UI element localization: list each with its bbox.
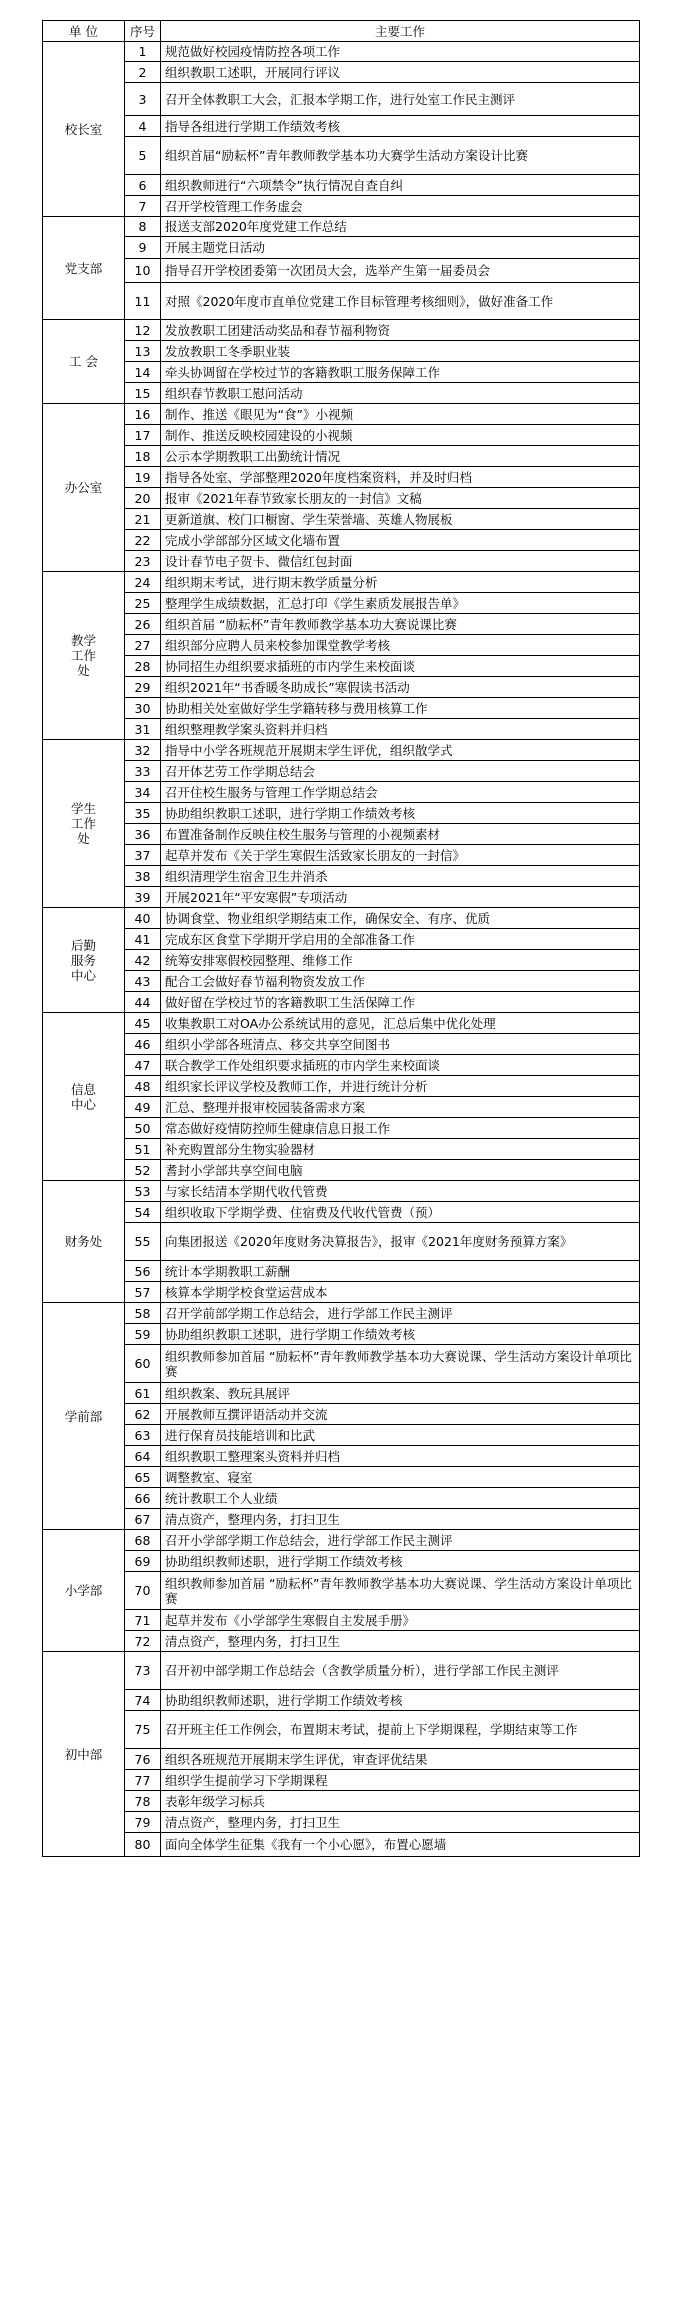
task-cell: 收集教职工对OA办公系统试用的意见，汇总后集中优化处理 (161, 1013, 640, 1034)
work-plan-table (42, 20, 640, 1857)
task-cell: 起草并发布《关于学生寒假生活致家长朋友的一封信》 (161, 845, 640, 866)
table-row (43, 1812, 640, 1833)
row-number: 4 (125, 116, 161, 137)
row-number: 42 (125, 950, 161, 971)
table-row (43, 1770, 640, 1791)
table-row (43, 425, 640, 446)
table-row (43, 509, 640, 530)
unit-cell: 学前部 (43, 1303, 125, 1530)
row-number: 56 (125, 1261, 161, 1282)
table-row (43, 551, 640, 572)
row-number: 1 (125, 42, 161, 62)
table-row (43, 1118, 640, 1139)
table-row (43, 1690, 640, 1711)
task-cell: 整理学生成绩数据，汇总打印《学生素质发展报告单》 (161, 593, 640, 614)
unit-cell: 信息中心 (43, 1013, 125, 1181)
table-row (43, 467, 640, 488)
task-cell: 组织整理教学案头资料并归档 (161, 719, 640, 740)
task-cell: 核算本学期学校食堂运营成本 (161, 1282, 640, 1303)
table-row (43, 1509, 640, 1530)
table-row (43, 1202, 640, 1223)
row-number: 71 (125, 1610, 161, 1631)
task-cell: 组织部分应聘人员来校参加课堂教学考核 (161, 635, 640, 656)
row-number: 54 (125, 1202, 161, 1223)
task-cell: 指导召开学校团委第一次团员大会，选举产生第一届委员会 (161, 259, 640, 283)
table-row (43, 42, 640, 62)
table-row (43, 1631, 640, 1652)
row-number: 17 (125, 425, 161, 446)
row-number: 45 (125, 1013, 161, 1034)
table-row (43, 1488, 640, 1509)
table-body (43, 42, 640, 1857)
table-row (43, 635, 640, 656)
row-number: 51 (125, 1139, 161, 1160)
task-cell: 指导各处室、学部整理2020年度档案资料，并及时归档 (161, 467, 640, 488)
table-row (43, 1446, 640, 1467)
unit-cell: 党支部 (43, 217, 125, 320)
table-row (43, 719, 640, 740)
task-cell: 组织首届 “励耘杯”青年教师教学基本功大赛说课比赛 (161, 614, 640, 635)
table-row (43, 1404, 640, 1425)
table-row (43, 614, 640, 635)
row-number: 33 (125, 761, 161, 782)
task-cell: 协调食堂、物业组织学期结束工作，确保安全、有序、优质 (161, 908, 640, 929)
task-cell: 组织家长评议学校及教师工作，并进行统计分析 (161, 1076, 640, 1097)
table-row (43, 1324, 640, 1345)
row-number: 74 (125, 1690, 161, 1711)
unit-cell: 财务处 (43, 1181, 125, 1303)
row-number: 78 (125, 1791, 161, 1812)
task-cell: 完成东区食堂下学期开学启用的全部准备工作 (161, 929, 640, 950)
table-row (43, 1610, 640, 1631)
row-number: 22 (125, 530, 161, 551)
task-cell: 组织首届“励耘杯”青年教师教学基本功大赛学生活动方案设计比赛 (161, 137, 640, 175)
table-row (43, 698, 640, 719)
task-cell: 组织收取下学期学费、住宿费及代收代管费（预） (161, 1202, 640, 1223)
row-number: 6 (125, 175, 161, 196)
task-cell: 制作、推送《眼见为“食”》小视频 (161, 404, 640, 425)
table-row (43, 259, 640, 283)
row-number: 61 (125, 1383, 161, 1404)
task-cell: 更新道旗、校门口橱窗、学生荣誉墙、英雄人物展板 (161, 509, 640, 530)
table-row (43, 137, 640, 175)
task-cell: 发放教职工团建活动奖品和春节福利物资 (161, 320, 640, 341)
task-cell: 召开学校管理工作务虚会 (161, 196, 640, 217)
row-number: 20 (125, 488, 161, 509)
table-row (43, 1013, 640, 1034)
task-cell: 调整教室、寝室 (161, 1467, 640, 1488)
row-number: 41 (125, 929, 161, 950)
task-cell: 表彰年级学习标兵 (161, 1791, 640, 1812)
table-row (43, 1551, 640, 1572)
table-row (43, 1261, 640, 1282)
table-row (43, 446, 640, 467)
task-cell: 组织教职工整理案头资料并归档 (161, 1446, 640, 1467)
row-number: 15 (125, 383, 161, 404)
task-cell: 制作、推送反映校园建设的小视频 (161, 425, 640, 446)
table-row (43, 1425, 640, 1446)
task-cell: 报送支部2020年度党建工作总结 (161, 217, 640, 237)
row-number: 80 (125, 1833, 161, 1857)
task-cell: 清点资产，整理内务，打扫卫生 (161, 1509, 640, 1530)
task-cell: 公示本学期教职工出勤统计情况 (161, 446, 640, 467)
table-row (43, 1749, 640, 1770)
row-number: 36 (125, 824, 161, 845)
task-cell: 统计教职工个人业绩 (161, 1488, 640, 1509)
table-row (43, 887, 640, 908)
task-cell: 进行保育员技能培训和比武 (161, 1425, 640, 1446)
task-cell: 汇总、整理并报审校园装备需求方案 (161, 1097, 640, 1118)
row-number: 76 (125, 1749, 161, 1770)
header-number: 序号 (125, 21, 161, 42)
row-number: 14 (125, 362, 161, 383)
task-cell: 组织小学部各班清点、移交共享空间图书 (161, 1034, 640, 1055)
task-cell: 组织教师参加首届 “励耘杯”青年教师教学基本功大赛说课、学生活动方案设计单项比赛 (161, 1345, 640, 1383)
unit-cell: 初中部 (43, 1652, 125, 1857)
task-cell: 组织教职工述职，开展同行评议 (161, 62, 640, 83)
table-row (43, 866, 640, 887)
table-row (43, 1055, 640, 1076)
table-row (43, 116, 640, 137)
table-row (43, 1303, 640, 1324)
task-cell: 清点资产，整理内务，打扫卫生 (161, 1812, 640, 1833)
row-number: 27 (125, 635, 161, 656)
table-row (43, 1791, 640, 1812)
table-row (43, 62, 640, 83)
row-number: 40 (125, 908, 161, 929)
row-number: 28 (125, 656, 161, 677)
table-row (43, 1711, 640, 1749)
table-row (43, 929, 640, 950)
row-number: 37 (125, 845, 161, 866)
row-number: 18 (125, 446, 161, 467)
unit-cell: 后勤服务中心 (43, 908, 125, 1013)
row-number: 38 (125, 866, 161, 887)
row-number: 7 (125, 196, 161, 217)
task-cell: 开展教师互撰评语活动并交流 (161, 1404, 640, 1425)
task-cell: 设计春节电子贺卡、微信红包封面 (161, 551, 640, 572)
task-cell: 指导中小学各班规范开展期末学生评优，组织散学式 (161, 740, 640, 761)
task-cell: 统筹安排寒假校园整理、维修工作 (161, 950, 640, 971)
task-cell: 联合教学工作处组织要求插班的市内学生来校面谈 (161, 1055, 640, 1076)
row-number: 72 (125, 1631, 161, 1652)
task-cell: 对照《2020年度市直单位党建工作目标管理考核细则》，做好准备工作 (161, 283, 640, 320)
row-number: 52 (125, 1160, 161, 1181)
table-row (43, 1282, 640, 1303)
task-cell: 报审《2021年春节致家长朋友的一封信》文稿 (161, 488, 640, 509)
row-number: 43 (125, 971, 161, 992)
task-cell: 指导各组进行学期工作绩效考核 (161, 116, 640, 137)
task-cell: 组织教师进行“六项禁令”执行情况自查自纠 (161, 175, 640, 196)
row-number: 67 (125, 1509, 161, 1530)
row-number: 26 (125, 614, 161, 635)
row-number: 29 (125, 677, 161, 698)
row-number: 44 (125, 992, 161, 1013)
unit-cell: 办公室 (43, 404, 125, 572)
row-number: 3 (125, 83, 161, 116)
row-number: 49 (125, 1097, 161, 1118)
header-task: 主要工作 (161, 21, 640, 42)
row-number: 77 (125, 1770, 161, 1791)
task-cell: 面向全体学生征集《我有一个小心愿》，布置心愿墙 (161, 1833, 640, 1857)
row-number: 57 (125, 1282, 161, 1303)
row-number: 63 (125, 1425, 161, 1446)
table-row (43, 677, 640, 698)
table-row (43, 992, 640, 1013)
task-cell: 补充购置部分生物实验器材 (161, 1139, 640, 1160)
unit-cell: 小学部 (43, 1530, 125, 1652)
table-row (43, 950, 640, 971)
row-number: 46 (125, 1034, 161, 1055)
table-row (43, 1223, 640, 1261)
table-row (43, 320, 640, 341)
task-cell: 召开小学部学期工作总结会，进行学部工作民主测评 (161, 1530, 640, 1551)
table-row (43, 1652, 640, 1690)
table-row (43, 845, 640, 866)
task-cell: 开展2021年“平安寒假”专项活动 (161, 887, 640, 908)
row-number: 30 (125, 698, 161, 719)
table-row (43, 404, 640, 425)
table-row (43, 196, 640, 217)
table-row (43, 1181, 640, 1202)
table-row (43, 1467, 640, 1488)
row-number: 66 (125, 1488, 161, 1509)
row-number: 8 (125, 217, 161, 237)
row-number: 62 (125, 1404, 161, 1425)
row-number: 48 (125, 1076, 161, 1097)
table-row (43, 656, 640, 677)
task-cell: 向集团报送《2020年度财务决算报告》，报审《2021年度财务预算方案》 (161, 1223, 640, 1261)
table-row (43, 572, 640, 593)
unit-cell: 教学工作处 (43, 572, 125, 740)
row-number: 25 (125, 593, 161, 614)
task-cell: 配合工会做好春节福利物资发放工作 (161, 971, 640, 992)
unit-cell: 学生工作处 (43, 740, 125, 908)
task-cell: 协助组织教职工述职，进行学期工作绩效考核 (161, 803, 640, 824)
table-row (43, 362, 640, 383)
row-number: 2 (125, 62, 161, 83)
row-number: 35 (125, 803, 161, 824)
row-number: 10 (125, 259, 161, 283)
task-cell: 开展主题党日活动 (161, 237, 640, 259)
table-row (43, 488, 640, 509)
table-row (43, 1383, 640, 1404)
table-row (43, 824, 640, 845)
task-cell: 组织教师参加首届 “励耘杯”青年教师教学基本功大赛说课、学生活动方案设计单项比赛 (161, 1572, 640, 1610)
row-number: 5 (125, 137, 161, 175)
table-row (43, 1034, 640, 1055)
task-cell: 协助组织教职工述职，进行学期工作绩效考核 (161, 1324, 640, 1345)
table-row (43, 383, 640, 404)
row-number: 34 (125, 782, 161, 803)
task-cell: 与家长结清本学期代收代管费 (161, 1181, 640, 1202)
table-row (43, 1530, 640, 1551)
row-number: 73 (125, 1652, 161, 1690)
table-row (43, 1139, 640, 1160)
table-row (43, 1160, 640, 1181)
row-number: 68 (125, 1530, 161, 1551)
row-number: 19 (125, 467, 161, 488)
row-number: 79 (125, 1812, 161, 1833)
table-row (43, 237, 640, 259)
table-row (43, 175, 640, 196)
task-cell: 常态做好疫情防控师生健康信息日报工作 (161, 1118, 640, 1139)
task-cell: 召开体艺劳工作学期总结会 (161, 761, 640, 782)
row-number: 23 (125, 551, 161, 572)
task-cell: 召开班主任工作例会，布置期末考试，提前上下学期课程，学期结束等工作 (161, 1711, 640, 1749)
table-row (43, 593, 640, 614)
task-cell: 召开初中部学期工作总结会（含教学质量分析），进行学部工作民主测评 (161, 1652, 640, 1690)
table-row (43, 283, 640, 320)
task-cell: 规范做好校园疫情防控各项工作 (161, 42, 640, 62)
row-number: 55 (125, 1223, 161, 1261)
row-number: 58 (125, 1303, 161, 1324)
task-cell: 起草并发布《小学部学生寒假自主发展手册》 (161, 1610, 640, 1631)
task-cell: 协助相关处室做好学生学籍转移与费用核算工作 (161, 698, 640, 719)
table-row (43, 803, 640, 824)
row-number: 60 (125, 1345, 161, 1383)
table-row (43, 908, 640, 929)
task-cell: 召开学前部学期工作总结会，进行学部工作民主测评 (161, 1303, 640, 1324)
table-row (43, 782, 640, 803)
row-number: 65 (125, 1467, 161, 1488)
task-cell: 组织清理学生宿舍卫生并消杀 (161, 866, 640, 887)
row-number: 31 (125, 719, 161, 740)
table-row (43, 971, 640, 992)
table-row (43, 217, 640, 237)
row-number: 24 (125, 572, 161, 593)
task-cell: 布置准备制作反映住校生服务与管理的小视频素材 (161, 824, 640, 845)
table-row (43, 740, 640, 761)
task-cell: 组织教案、教玩具展评 (161, 1383, 640, 1404)
row-number: 16 (125, 404, 161, 425)
table-row (43, 1345, 640, 1383)
row-number: 12 (125, 320, 161, 341)
task-cell: 组织各班规范开展期末学生评优，审查评优结果 (161, 1749, 640, 1770)
task-cell: 统计本学期教职工薪酬 (161, 1261, 640, 1282)
header-unit: 单 位 (43, 21, 125, 42)
task-cell: 协同招生办组织要求插班的市内学生来校面谈 (161, 656, 640, 677)
task-cell: 召开住校生服务与管理工作学期总结会 (161, 782, 640, 803)
table-header-row (43, 21, 640, 42)
table-row (43, 1097, 640, 1118)
table-row (43, 1833, 640, 1857)
row-number: 11 (125, 283, 161, 320)
task-cell: 清点资产，整理内务，打扫卫生 (161, 1631, 640, 1652)
task-cell: 做好留在学校过节的客籍教职工生活保障工作 (161, 992, 640, 1013)
row-number: 13 (125, 341, 161, 362)
row-number: 64 (125, 1446, 161, 1467)
table-row (43, 1076, 640, 1097)
task-cell: 完成小学部部分区域文化墙布置 (161, 530, 640, 551)
task-cell: 耆封小学部共享空间电脑 (161, 1160, 640, 1181)
task-cell: 牵头协调留在学校过节的客籍教职工服务保障工作 (161, 362, 640, 383)
table-row (43, 83, 640, 116)
task-cell: 协助组织教师述职，进行学期工作绩效考核 (161, 1551, 640, 1572)
row-number: 39 (125, 887, 161, 908)
table-row (43, 1572, 640, 1610)
unit-cell: 工 会 (43, 320, 125, 404)
unit-cell: 校长室 (43, 42, 125, 217)
table-row (43, 341, 640, 362)
row-number: 69 (125, 1551, 161, 1572)
row-number: 59 (125, 1324, 161, 1345)
row-number: 21 (125, 509, 161, 530)
task-cell: 发放教职工冬季职业装 (161, 341, 640, 362)
task-cell: 组织2021年“书香暖冬助成长”寒假读书活动 (161, 677, 640, 698)
task-cell: 召开全体教职工大会，汇报本学期工作，进行处室工作民主测评 (161, 83, 640, 116)
row-number: 47 (125, 1055, 161, 1076)
row-number: 53 (125, 1181, 161, 1202)
table-row (43, 761, 640, 782)
row-number: 50 (125, 1118, 161, 1139)
task-cell: 组织学生提前学习下学期课程 (161, 1770, 640, 1791)
task-cell: 组织春节教职工慰问活动 (161, 383, 640, 404)
row-number: 32 (125, 740, 161, 761)
task-cell: 组织期末考试，进行期末教学质量分析 (161, 572, 640, 593)
row-number: 9 (125, 237, 161, 259)
task-cell: 协助组织教师述职，进行学期工作绩效考核 (161, 1690, 640, 1711)
row-number: 75 (125, 1711, 161, 1749)
row-number: 70 (125, 1572, 161, 1610)
table-row (43, 530, 640, 551)
